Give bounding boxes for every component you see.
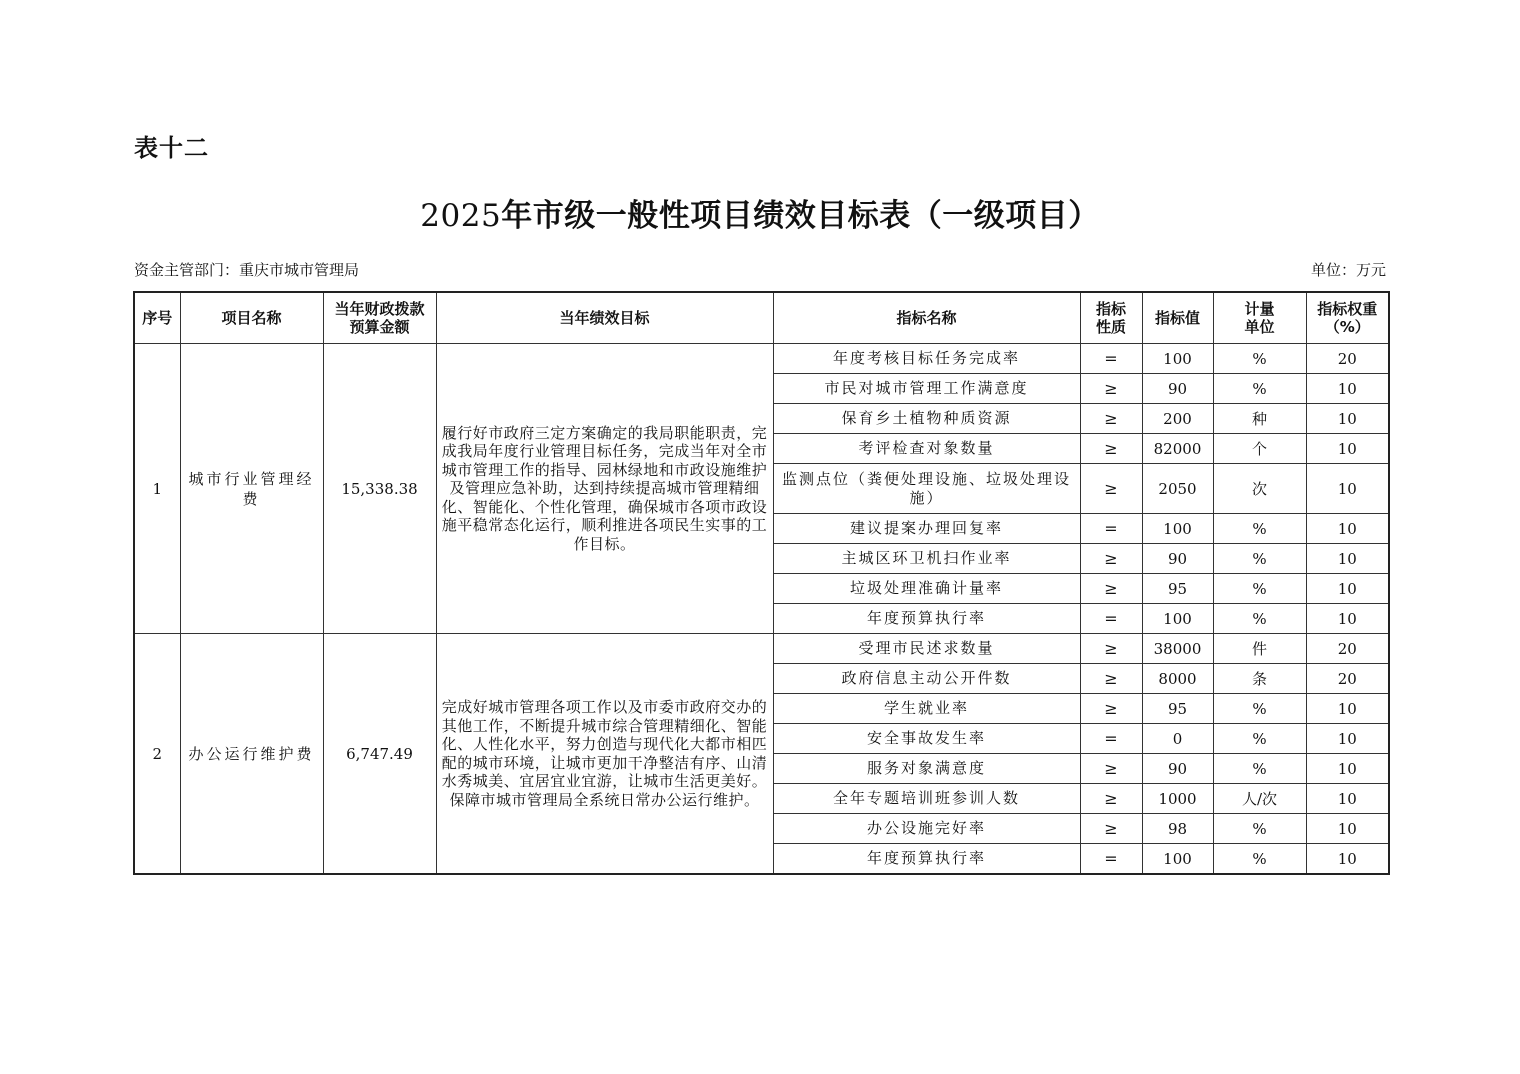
indicator-unit: % bbox=[1213, 374, 1306, 404]
indicator-name: 年度预算执行率 bbox=[773, 844, 1080, 875]
indicator-value: 100 bbox=[1142, 514, 1213, 544]
indicator-weight: 10 bbox=[1306, 754, 1389, 784]
indicator-nature: = bbox=[1080, 344, 1142, 374]
indicator-unit: % bbox=[1213, 604, 1306, 634]
indicator-value: 0 bbox=[1142, 724, 1213, 754]
indicator-value: 2050 bbox=[1142, 464, 1213, 514]
indicator-weight: 10 bbox=[1306, 604, 1389, 634]
header-budget: 当年财政拨款预算金额 bbox=[323, 292, 436, 344]
indicator-unit: % bbox=[1213, 844, 1306, 875]
indicator-name: 办公设施完好率 bbox=[773, 814, 1080, 844]
table-label: 表十二 bbox=[134, 134, 209, 162]
indicator-value: 90 bbox=[1142, 544, 1213, 574]
header-seq: 序号 bbox=[134, 292, 180, 344]
indicator-nature: = bbox=[1080, 844, 1142, 875]
indicator-unit: % bbox=[1213, 724, 1306, 754]
project-goal: 履行好市政府三定方案确定的我局职能职责，完成我局年度行业管理目标任务，完成当年对全市城市管理工作的指导、园林绿地和市政设施维护及管理应急补助，达到持续提高城市管理精细化、智能化、个性化管理，确保城市各项市政设施平稳常态化运行，顺利推进各项民生实事的工作目标。 bbox=[436, 344, 773, 634]
table-row bbox=[134, 344, 1389, 374]
header-nature: 指标性质 bbox=[1080, 292, 1142, 344]
indicator-unit: % bbox=[1213, 574, 1306, 604]
indicator-unit: % bbox=[1213, 544, 1306, 574]
indicator-value: 98 bbox=[1142, 814, 1213, 844]
indicator-weight: 10 bbox=[1306, 464, 1389, 514]
indicator-weight: 10 bbox=[1306, 434, 1389, 464]
indicator-nature: ≥ bbox=[1080, 434, 1142, 464]
project-name: 城市行业管理经费 bbox=[180, 344, 323, 634]
indicator-weight: 20 bbox=[1306, 664, 1389, 694]
indicator-nature: ≥ bbox=[1080, 544, 1142, 574]
title-year: 2025 bbox=[420, 198, 502, 234]
indicator-unit: 条 bbox=[1213, 664, 1306, 694]
indicator-unit: % bbox=[1213, 514, 1306, 544]
department-label: 资金主管部门：重庆市城市管理局 bbox=[134, 261, 360, 279]
indicator-weight: 10 bbox=[1306, 784, 1389, 814]
unit-label: 单位：万元 bbox=[1310, 261, 1386, 279]
project-budget: 15,338.38 bbox=[323, 344, 436, 634]
indicator-value: 95 bbox=[1142, 574, 1213, 604]
indicator-unit: 次 bbox=[1213, 464, 1306, 514]
indicator-nature: ≥ bbox=[1080, 464, 1142, 514]
header-value: 指标值 bbox=[1142, 292, 1213, 344]
indicator-nature: ≥ bbox=[1080, 754, 1142, 784]
indicator-value: 100 bbox=[1142, 344, 1213, 374]
indicator-weight: 10 bbox=[1306, 544, 1389, 574]
indicator-nature: ≥ bbox=[1080, 374, 1142, 404]
project-budget: 6,747.49 bbox=[323, 634, 436, 875]
indicator-name: 保育乡土植物种质资源 bbox=[773, 404, 1080, 434]
indicator-value: 90 bbox=[1142, 754, 1213, 784]
indicator-value: 8000 bbox=[1142, 664, 1213, 694]
indicator-nature: ≥ bbox=[1080, 694, 1142, 724]
table-row bbox=[134, 634, 1389, 664]
header-weight: 指标权重（%） bbox=[1306, 292, 1389, 344]
project-goal: 完成好城市管理各项工作以及市委市政府交办的其他工作，不断提升城市综合管理精细化、智能化、人性化水平，努力创造与现代化大都市相匹配的城市环境，让城市更加干净整洁有序、山清水秀城美、宜居宜业宜游，让城市生活更美好。保障市城市管理局全系统日常办公运行维护。 bbox=[436, 634, 773, 875]
indicator-name: 建议提案办理回复率 bbox=[773, 514, 1080, 544]
indicator-weight: 10 bbox=[1306, 374, 1389, 404]
header-row bbox=[134, 292, 1389, 344]
project-seq: 2 bbox=[134, 634, 180, 875]
indicator-weight: 20 bbox=[1306, 634, 1389, 664]
indicator-name: 主城区环卫机扫作业率 bbox=[773, 544, 1080, 574]
title-text: 年市级一般性项目绩效目标表（一级项目） bbox=[501, 198, 1100, 234]
performance-table bbox=[133, 291, 1390, 875]
indicator-name: 监测点位（粪便处理设施、垃圾处理设施） bbox=[773, 464, 1080, 514]
indicator-name: 市民对城市管理工作满意度 bbox=[773, 374, 1080, 404]
indicator-name: 安全事故发生率 bbox=[773, 724, 1080, 754]
indicator-name: 学生就业率 bbox=[773, 694, 1080, 724]
indicator-value: 100 bbox=[1142, 844, 1213, 875]
indicator-weight: 10 bbox=[1306, 574, 1389, 604]
header-unit: 计量单位 bbox=[1213, 292, 1306, 344]
header-name: 项目名称 bbox=[180, 292, 323, 344]
indicator-weight: 10 bbox=[1306, 514, 1389, 544]
indicator-value: 100 bbox=[1142, 604, 1213, 634]
indicator-nature: = bbox=[1080, 724, 1142, 754]
project-name: 办公运行维护费 bbox=[180, 634, 323, 875]
header-indicator: 指标名称 bbox=[773, 292, 1080, 344]
indicator-nature: ≥ bbox=[1080, 404, 1142, 434]
indicator-nature: = bbox=[1080, 514, 1142, 544]
indicator-weight: 20 bbox=[1306, 344, 1389, 374]
indicator-name: 年度考核目标任务完成率 bbox=[773, 344, 1080, 374]
indicator-weight: 10 bbox=[1306, 404, 1389, 434]
indicator-name: 受理市民述求数量 bbox=[773, 634, 1080, 664]
indicator-name: 考评检查对象数量 bbox=[773, 434, 1080, 464]
indicator-nature: ≥ bbox=[1080, 574, 1142, 604]
indicator-nature: ≥ bbox=[1080, 634, 1142, 664]
indicator-unit: 人/次 bbox=[1213, 784, 1306, 814]
indicator-nature: ≥ bbox=[1080, 664, 1142, 694]
indicator-unit: 个 bbox=[1213, 434, 1306, 464]
indicator-unit: % bbox=[1213, 694, 1306, 724]
indicator-unit: 种 bbox=[1213, 404, 1306, 434]
indicator-name: 服务对象满意度 bbox=[773, 754, 1080, 784]
indicator-name: 全年专题培训班参训人数 bbox=[773, 784, 1080, 814]
indicator-unit: 件 bbox=[1213, 634, 1306, 664]
project-seq: 1 bbox=[134, 344, 180, 634]
indicator-weight: 10 bbox=[1306, 724, 1389, 754]
indicator-weight: 10 bbox=[1306, 694, 1389, 724]
indicator-name: 垃圾处理准确计量率 bbox=[773, 574, 1080, 604]
indicator-nature: ≥ bbox=[1080, 784, 1142, 814]
indicator-unit: % bbox=[1213, 754, 1306, 784]
indicator-value: 82000 bbox=[1142, 434, 1213, 464]
indicator-unit: % bbox=[1213, 814, 1306, 844]
indicator-name: 政府信息主动公开件数 bbox=[773, 664, 1080, 694]
indicator-value: 1000 bbox=[1142, 784, 1213, 814]
indicator-weight: 10 bbox=[1306, 814, 1389, 844]
indicator-value: 200 bbox=[1142, 404, 1213, 434]
indicator-value: 90 bbox=[1142, 374, 1213, 404]
indicator-name: 年度预算执行率 bbox=[773, 604, 1080, 634]
header-goal: 当年绩效目标 bbox=[436, 292, 773, 344]
indicator-unit: % bbox=[1213, 344, 1306, 374]
indicator-value: 95 bbox=[1142, 694, 1213, 724]
indicator-nature: = bbox=[1080, 604, 1142, 634]
page-title bbox=[0, 190, 1520, 235]
indicator-value: 38000 bbox=[1142, 634, 1213, 664]
indicator-weight: 10 bbox=[1306, 844, 1389, 875]
indicator-nature: ≥ bbox=[1080, 814, 1142, 844]
